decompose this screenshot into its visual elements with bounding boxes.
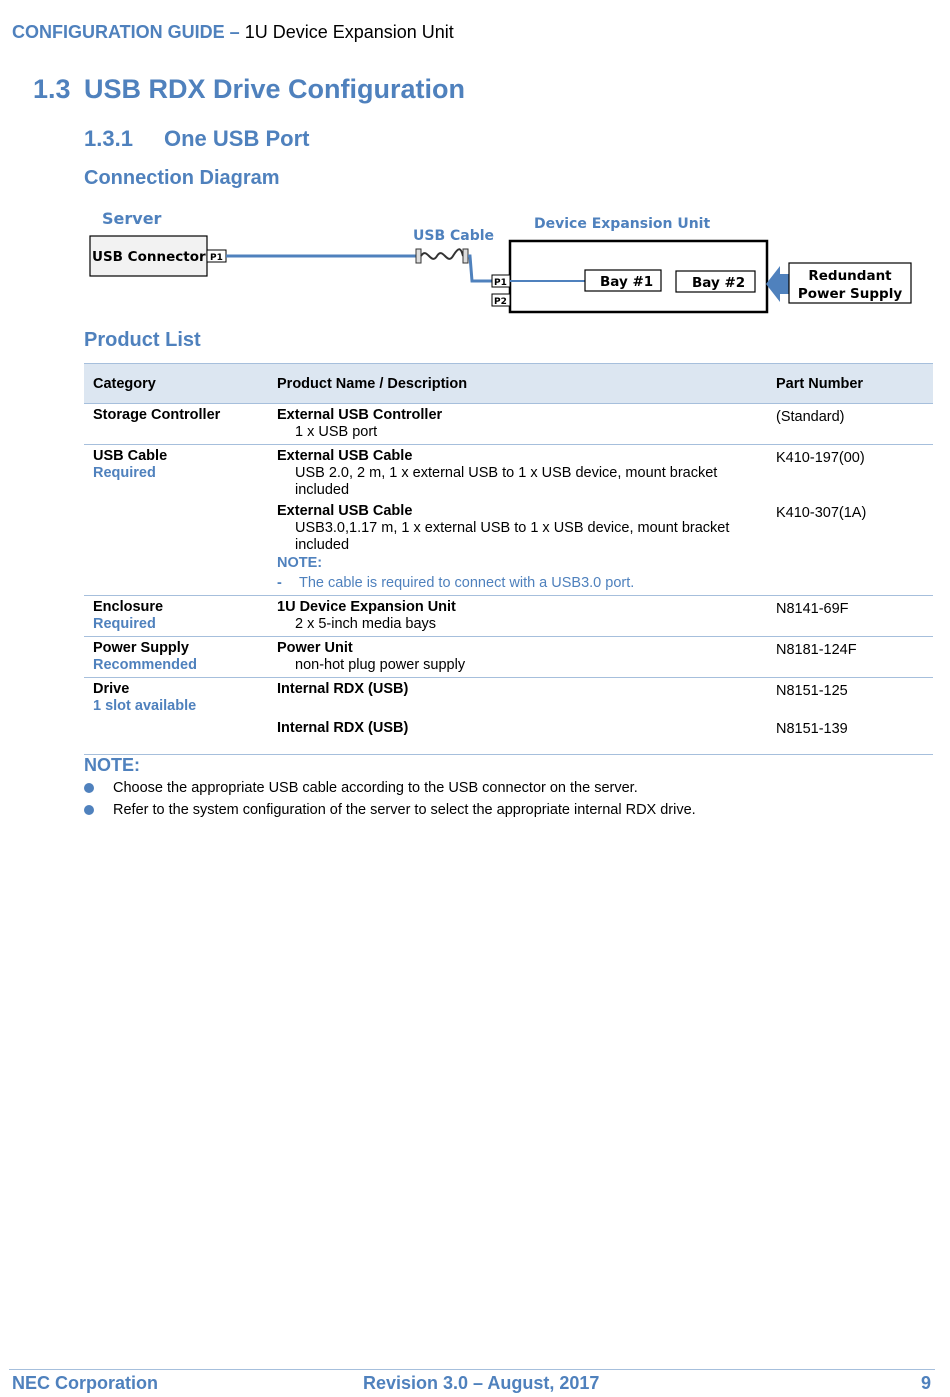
section-number: 1.3 (33, 74, 71, 104)
cable-plug-left (416, 249, 421, 263)
product-name: Internal RDX (USB) (277, 720, 409, 736)
table-row (84, 678, 933, 755)
cable-plug-right (463, 249, 468, 263)
product-name: External USB Controller (277, 407, 443, 423)
server-label: Server (102, 209, 162, 228)
cable-coil (421, 249, 463, 259)
psu-arrow (766, 266, 792, 302)
list-item (84, 780, 696, 802)
table-header-row (84, 364, 933, 404)
section-title: USB RDX Drive Configuration (84, 74, 466, 104)
unit-label: Device Expansion Unit (534, 216, 711, 232)
unit-port2-label: P2 (494, 297, 507, 307)
subsection-heading (84, 126, 309, 152)
product-description: non-hot plug power supply (295, 657, 466, 673)
bullet-icon (84, 783, 94, 793)
row-category: USB Cable (93, 448, 168, 464)
cable-note-bullet: - (277, 575, 282, 591)
product-description: USB 2.0, 2 m, 1 x external USB to 1 x USB device, mount bracket included (295, 465, 718, 498)
row-category: Power Supply (93, 640, 189, 656)
footer-divider (9, 1369, 935, 1370)
row-status: Recommended (93, 657, 197, 673)
part-number: N8151-125 (776, 683, 848, 699)
bullet-icon (84, 805, 94, 815)
table-row (84, 637, 933, 678)
footer-page-number: 9 (921, 1373, 932, 1393)
product-description: USB3.0,1.17 m, 1 x external USB to 1 x USB device, mount bracket included (295, 520, 730, 553)
note-text: Refer to the system configuration of the server to select the appropriate internal RDX drive. (113, 802, 696, 818)
subsection-title: One USB Port (164, 126, 310, 151)
column-header-part-number: Part Number (767, 364, 933, 404)
product-table (84, 363, 933, 755)
bay-2-label: Bay #2 (692, 275, 746, 291)
product-description: 1 x USB port (295, 424, 378, 440)
running-header (12, 22, 454, 43)
table-row (84, 596, 933, 637)
row-category: Storage Controller (93, 407, 221, 423)
row-status: Required (93, 616, 156, 632)
connection-diagram-heading: Connection Diagram (84, 167, 280, 189)
product-list-heading: Product List (84, 329, 201, 351)
footer-revision: Revision 3.0 – August, 2017 (363, 1373, 600, 1393)
cable-note-label: NOTE: (277, 555, 323, 571)
product-name: External USB Cable (277, 503, 413, 519)
column-header-product: Product Name / Description (268, 364, 767, 404)
connection-diagram (0, 200, 950, 320)
psu-label-line2: Power Supply (797, 286, 903, 302)
cable-line-right (468, 256, 492, 281)
server-port-label: P1 (210, 253, 223, 263)
row-status: Required (93, 465, 156, 481)
footer-company: NEC Corporation (12, 1373, 158, 1393)
product-name: 1U Device Expansion Unit (277, 599, 456, 615)
part-number: N8181-124F (776, 642, 857, 658)
part-number: N8151-139 (776, 721, 848, 737)
row-status: 1 slot available (93, 698, 197, 714)
notes-list (84, 780, 696, 824)
product-description: 2 x 5-inch media bays (295, 616, 437, 632)
header-guide: CONFIGURATION GUIDE (12, 22, 225, 42)
part-number: (Standard) (776, 409, 845, 425)
bay-1-label: Bay #1 (600, 274, 654, 290)
notes-title: NOTE: (84, 755, 140, 775)
header-dash: – (224, 22, 245, 42)
psu-label-line1: Redundant (808, 268, 892, 284)
row-category: Drive (93, 681, 130, 697)
part-number: N8141-69F (776, 601, 849, 617)
list-item (84, 802, 696, 824)
product-name: External USB Cable (277, 448, 413, 464)
usb-connector-label: USB Connector (92, 249, 206, 265)
part-number: K410-307(1A) (776, 505, 867, 521)
product-name: Power Unit (277, 640, 353, 656)
cable-note-text: The cable is required to connect with a USB3.0 port. (299, 575, 635, 591)
table-row (84, 404, 933, 445)
table-row (84, 445, 933, 596)
part-number: K410-197(00) (776, 450, 865, 466)
unit-port1-label: P1 (494, 278, 507, 288)
cable-note (277, 575, 763, 592)
row-category: Enclosure (93, 599, 164, 615)
section-heading (33, 74, 465, 105)
note-text: Choose the appropriate USB cable according to the USB connector on the server. (113, 780, 638, 796)
subsection-number: 1.3.1 (84, 126, 133, 151)
column-header-category: Category (84, 364, 268, 404)
header-subtitle: 1U Device Expansion Unit (244, 22, 454, 42)
usb-cable-label: USB Cable (413, 228, 495, 244)
product-name: Internal RDX (USB) (277, 681, 409, 697)
